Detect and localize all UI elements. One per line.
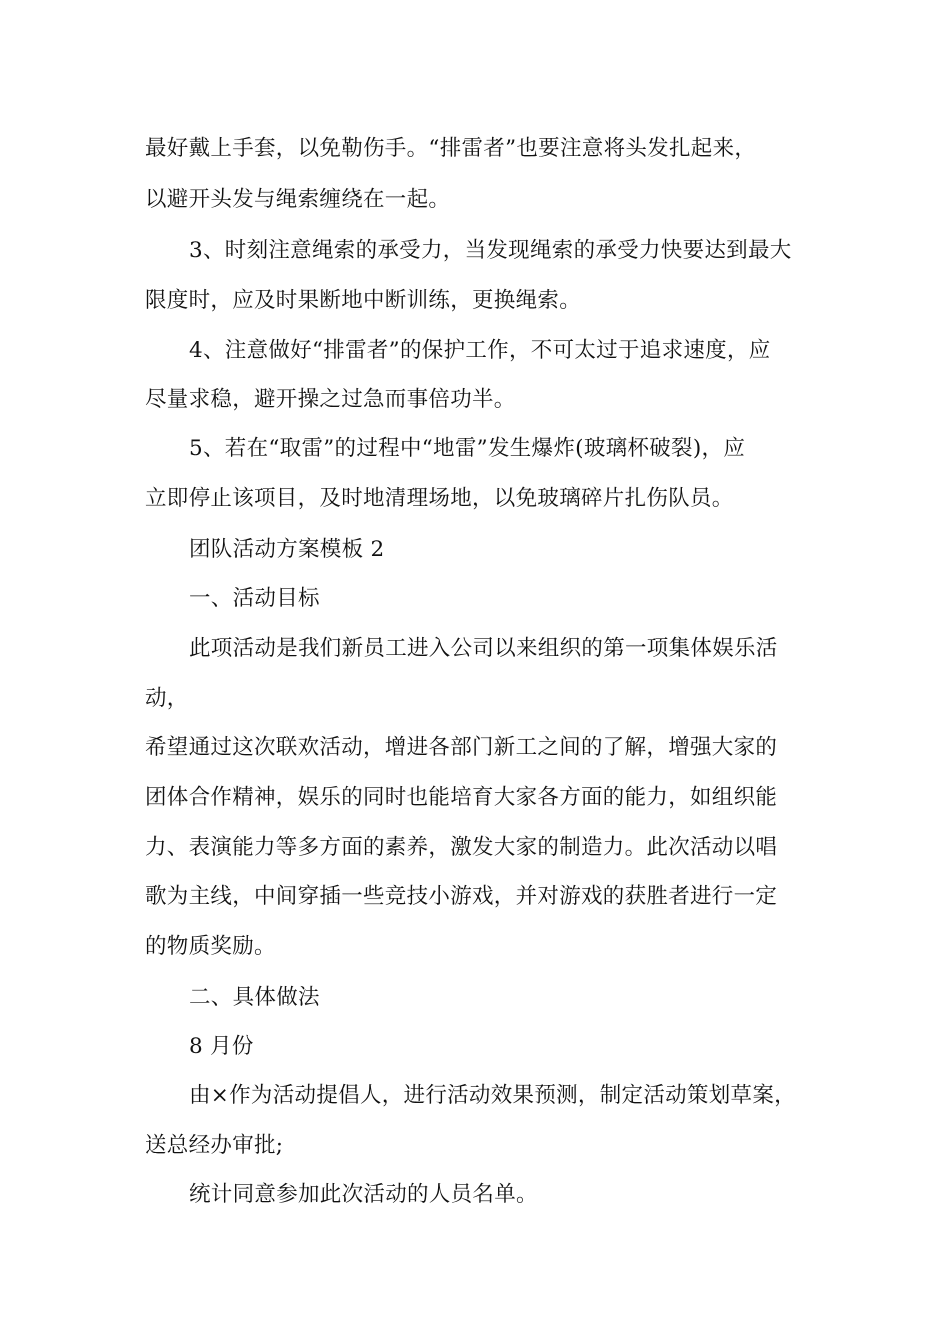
text-line: 歌为主线，中间穿插一些竞技小游戏，并对游戏的获胜者进行一定 [145,884,778,909]
paragraph-3-line: 3、时刻注意绳索的承受力，当发现绳索的承受力快要达到最大 [189,238,792,263]
heading-goals: 一、活动目标 [189,586,320,611]
paragraph-5-line: 5、若在“取雷”的过程中“地雷”发生爆炸(玻璃杯破裂)，应 [189,436,746,461]
text-line: 的物质奖励。 [145,934,276,959]
text-line: 力、表演能力等多方面的素养，激发大家的制造力。此次活动以唱 [145,835,778,860]
text-line: 团体合作精神，娱乐的同时也能培育大家各方面的能力，如组织能 [145,785,778,810]
text-line: 希望通过这次联欢活动，增进各部门新工之间的了解，增强大家的 [145,735,778,760]
paragraph-roster-line: 统计同意参加此次活动的人员名单。 [189,1182,538,1207]
section-title: 团队活动方案模板 2 [189,537,385,562]
text-line: 尽量求稳，避开操之过急而事倍功半。 [145,387,516,412]
paragraph-goals-line: 此项活动是我们新员工进入公司以来组织的第一项集体娱乐活 [189,636,778,661]
paragraph-4-line: 4、注意做好“排雷者”的保护工作，不可太过于追求速度，应 [189,338,771,363]
paragraph-plan-line: 由×作为活动提倡人，进行活动效果预测，制定活动策划草案， [189,1083,796,1108]
text-line: 以避开头发与绳索缠绕在一起。 [145,187,451,212]
text-line: 立即停止该项目，及时地清理场地，以免玻璃碎片扎伤队员。 [145,486,734,511]
text-line: 动， [145,686,189,711]
heading-methods: 二、具体做法 [189,985,320,1010]
text-line: 送总经办审批; [145,1133,284,1158]
text-line: 限度时，应及时果断地中断训练，更换绳索。 [145,288,582,313]
month-label: 8 月份 [189,1034,254,1059]
text-line: 最好戴上手套，以免勒伤手。“排雷者”也要注意将头发扎起来， [145,136,757,161]
